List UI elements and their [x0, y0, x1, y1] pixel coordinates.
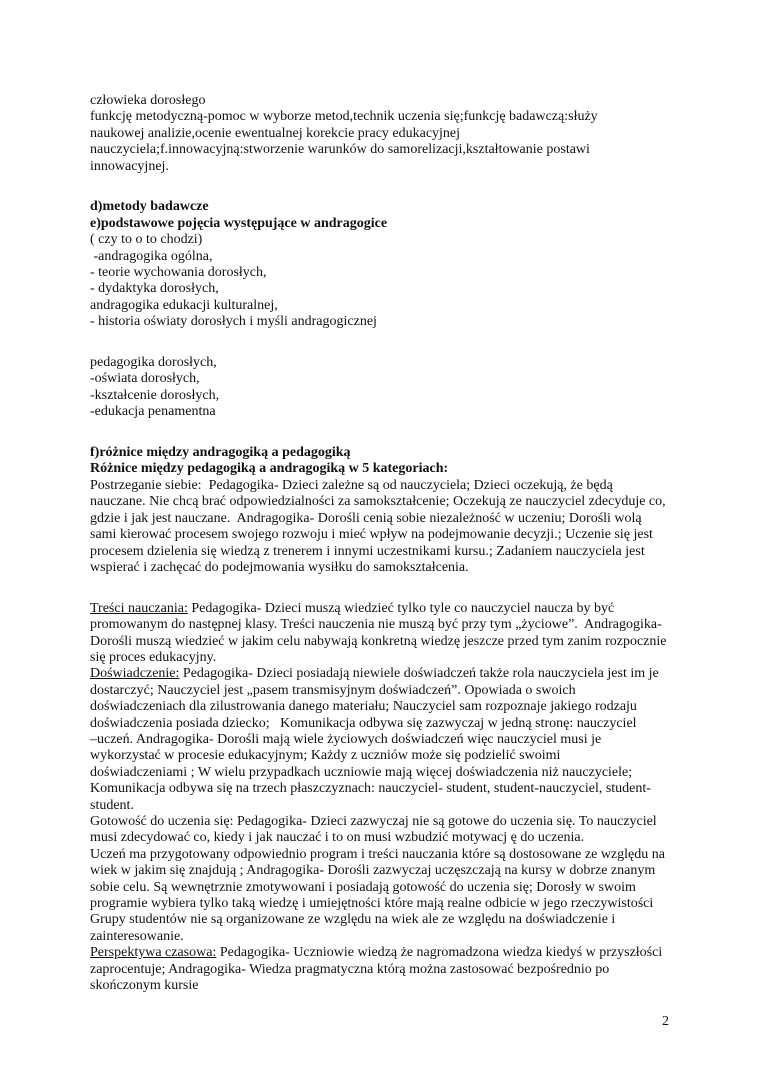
text-line: musi zdecydować co, kiedy i jak nauczać i to on musi wzbudzić motywacj ę do uczenia.	[90, 830, 585, 846]
label-perspektywa-czasowa: Perspektywa czasowa:	[90, 945, 217, 961]
section-d-e	[90, 199, 680, 330]
text-line: wspierać i zachęcać do podejmowania wysiłku do samokształcenia.	[90, 559, 469, 575]
section-doswiadczenie	[90, 666, 680, 814]
text-line	[90, 666, 680, 682]
text-line: zaprocentuje; Andragogika- Wiedza pragmatyczna którą można zastosować bezpośrednio po	[90, 961, 610, 977]
text-line: nauczyciela;f.innowacyjną:stworzenie warunków do samorelizacji,kształtowanie postawi	[90, 142, 590, 158]
text-line: –uczeń. Andragogika- Dorośli mają wiele życiowych doświadczeń więc nauczyciel musi je	[90, 731, 602, 747]
text-line: człowieka dorosłego	[90, 93, 206, 108]
list-item: - teorie wychowania dorosłych,	[90, 265, 267, 281]
list-item: -oświata dorosłych,	[90, 371, 200, 387]
list-item: -kształcenie dorosłych,	[90, 387, 220, 403]
list-item: andragogika edukacji kulturalnej,	[90, 297, 278, 313]
section-tresci-nauczania	[90, 601, 680, 667]
page-number: 2	[662, 1014, 669, 1029]
text-span: Pedagogika- Uczniowie wiedzą że nagromadzona wiedza kiedyś w przyszłości	[216, 945, 663, 961]
text-line: dostarczyć; Nauczyciel jest „pasem transmisyjnym doświadczeń”. Opowiada o swoich	[90, 682, 576, 698]
text-line: Gotowość do uczenia się: Pedagogika- Dzieci zazwyczaj nie są gotowe do uczenia się. To nauczyciel	[90, 814, 657, 829]
text-line: się proces edukacyjny.	[90, 649, 217, 665]
text-line: gdzie i jak jest nauczane. Andragogika- Dorośli cenią sobie niezależność w uczeniu; Dorośli wolą	[90, 510, 642, 526]
text-line: Uczeń ma przygotowany odpowiednio program i treści nauczania które są dostosowane ze względu na	[90, 846, 665, 862]
text-line: procesem dzielenia się wiedzą z trenerem i innymi uczestnikami kursu.; Zadaniem nauczyciela jest	[90, 543, 645, 559]
text-line: Dorośli muszą wiedzieć w jakim celu nabywają konkretną wiedzę jeszcze przed tym zanim rozpocznie	[90, 633, 667, 649]
text-span: Pedagogika- Dzieci posiadają niewiele doświadczeń także rola nauczyciela jest im je	[179, 666, 659, 682]
heading-podstawowe-pojecia: e)podstawowe pojęcia występujące w andragogice	[90, 215, 388, 231]
text-line	[90, 601, 680, 617]
section-f	[90, 445, 680, 576]
text-line: Grupy studentów nie są organizowane ze względu na wiek ale ze względu na doświadczenie i	[90, 912, 616, 928]
text-line: programie wybiera tylko taką wiedzę i umiejętności które mają realne odbicie w jego rzeczywistości	[90, 896, 654, 912]
list-item: ( czy to o to chodzi)	[90, 232, 203, 248]
list-item: -edukacja penamentna	[90, 404, 216, 420]
text-line: promowanym do następnej klasy. Treści nauczenia nie muszą być przy tym „życiowe”. Andragogika-	[90, 617, 662, 633]
text-line: skończonym kursie	[90, 978, 199, 994]
heading-metody-badawcze: d)metody badawcze	[90, 199, 209, 215]
text-line: zainteresowanie.	[90, 928, 184, 944]
section-gotowosc	[90, 814, 680, 945]
text-line: funkcję metodyczną-pomoc w wyborze metod,technik uczenia się;funkcję badawczą:służy	[90, 109, 598, 125]
text-line: wiek w jakim się znajdują ; Andragogika- Dorośli zazwyczaj uczęszczają na kursy w dobrze znanym	[90, 863, 656, 879]
text-line: sobie celu. Są wewnętrznie zmotywowani i posiadają gotowość do uczenia się; Dorosły w swoim	[90, 879, 636, 895]
text-line: student.	[90, 797, 134, 813]
list-item: - dydaktyka dorosłych,	[90, 281, 219, 297]
text-span: Pedagogika- Dzieci muszą wiedzieć tylko tyle co nauczyciel naucza by być	[187, 600, 615, 616]
list-item: - historia oświaty dorosłych i myśli andragogicznej	[90, 314, 377, 330]
text-line: doświadczeniami ; W wielu przypadkach uczniowie mają więcej doświadczenia niż nauczyciele;	[90, 764, 633, 780]
text-line: sami kierować procesem swojego rozwoju i mieć wpływ na podejmowanie decyzji.; Uczenie się jest	[90, 527, 653, 543]
text-line	[90, 945, 680, 961]
text-line: nauczane. Nie chcą brać odpowiedzialności za samokształcenie; Oczekują ze nauczyciel zdecyduje co,	[90, 494, 666, 510]
label-doswiadczenie: Doświadczenie:	[90, 666, 180, 682]
intro-paragraph	[90, 93, 680, 175]
heading-roznice: f)różnice między andragogiką a pedagogiką	[90, 445, 351, 461]
text-line: doświadczeniach dla zilustrowania danego materiału; Nauczyciel sam rozpoznaje jakiego rodzaju	[90, 699, 637, 715]
subheading-roznice: Różnice między pedagogiką a andragogiką w 5 kategoriach:	[90, 461, 449, 477]
section-perspektywa	[90, 945, 680, 994]
text-line: wykorzystać w procesie edukacyjnym; Każdy z uczniów może się podzielić swoimi	[90, 748, 561, 764]
list-e2	[90, 355, 680, 421]
text-line: Postrzeganie siebie: Pedagogika- Dzieci zależne są od nauczyciela; Dzieci oczekują, że będą	[90, 477, 613, 493]
list-item: -andragogika ogólna,	[90, 248, 213, 264]
text-line: Komunikacja odbywa się na trzech płaszczyznach: nauczyciel- student, student-nauczyciel, student-	[90, 781, 651, 797]
list-item: pedagogika dorosłych,	[90, 355, 217, 371]
text-line: naukowej analizie,ocenie ewentualnej korekcie pracy edukacyjnej	[90, 125, 461, 141]
document-page	[90, 93, 680, 994]
text-line: innowacyjnej.	[90, 158, 169, 174]
text-line: doświadczenia posiada dziecko; Komunikacja odbywa się zazwyczaj w jedną stronę: nauczyciel	[90, 715, 637, 731]
label-tresci-nauczania: Treści nauczania:	[90, 600, 188, 616]
